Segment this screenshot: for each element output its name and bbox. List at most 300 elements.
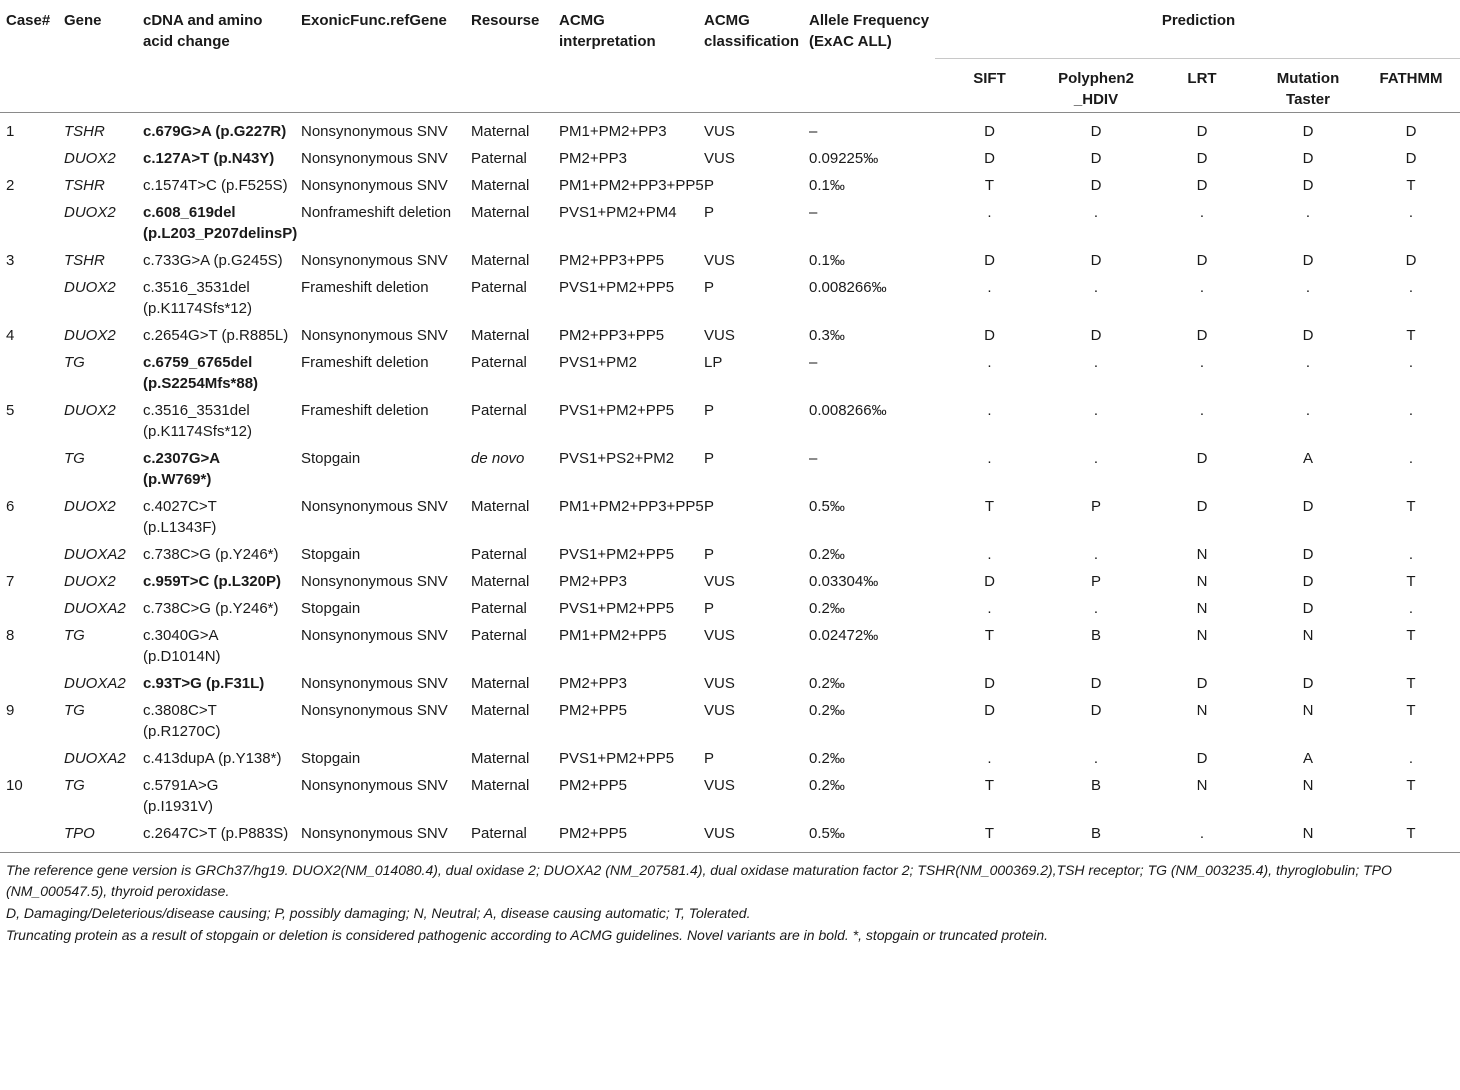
table-row (0, 171, 1460, 198)
table-row (0, 246, 1460, 273)
header-acmg-classification (698, 0, 803, 113)
cell-case (0, 144, 58, 171)
cell-allele-frequency: 0.2‰ (809, 777, 845, 794)
cell-acmg-classification: VUS (698, 819, 803, 853)
cell-fathmm: T (1406, 327, 1416, 344)
cell-case (0, 348, 58, 396)
cell-fathmm: T (1406, 675, 1416, 692)
cell-exonic-func: Stopgain (301, 450, 361, 467)
header-acmg-classification-text: ACMG classification (704, 12, 800, 50)
cell-cdna: c.93T>G (p.F31L) (143, 675, 265, 692)
cell-allele-frequency: 0.008266‰ (809, 402, 887, 419)
cell-acmg-interpretation: PM1+PM2+PP3+PP5 (559, 498, 704, 515)
cell-case: 3 (6, 252, 15, 269)
cell-acmg-classification: P (704, 750, 715, 767)
cell-case (0, 819, 58, 853)
cell-mutation-taster: . (1305, 354, 1311, 371)
cell-sift: D (984, 327, 995, 344)
cell-cdna: c.3040G>A (p.D1014N) (143, 627, 221, 665)
cell-acmg-classification: P (704, 450, 715, 467)
cell-gene: TG (64, 777, 85, 794)
cell-fathmm: D (1405, 150, 1417, 167)
cell-polyphen2: D (1090, 675, 1102, 692)
cell-acmg-interpretation: PM2+PP3+PP5 (559, 252, 665, 269)
cell-cdna: c.679G>A (p.G227R) (137, 113, 295, 145)
cell-allele-frequency: 0.5‰ (809, 498, 845, 515)
cell-sift: T (935, 819, 1042, 853)
cell-polyphen2: D (1090, 177, 1102, 194)
cell-exonic-func: Nonsynonymous SNV (301, 777, 448, 794)
cell-acmg-classification: VUS (704, 777, 735, 794)
cell-sift: T (984, 777, 995, 794)
cell-resource: Maternal (471, 204, 530, 221)
cell-exonic-func: Stopgain (301, 600, 361, 617)
table-footnotes (0, 853, 1460, 946)
cell-case: 6 (6, 498, 15, 515)
cell-resource: de novo (471, 450, 525, 467)
cell-resource: Maternal (465, 113, 553, 145)
header-cdna: cDNA and amino acid change (143, 12, 263, 50)
cell-lrt: . (1199, 402, 1205, 419)
cell-lrt: D (1196, 675, 1208, 692)
cell-exonic-func: Stopgain (301, 750, 361, 767)
cell-sift: D (984, 702, 995, 719)
cell-gene: DUOX2 (64, 573, 116, 590)
cell-lrt: N (1196, 777, 1208, 794)
table-row (0, 113, 1460, 145)
cell-resource: Maternal (471, 702, 530, 719)
cell-mutation-taster: D (1302, 546, 1314, 563)
cell-case (0, 669, 58, 696)
cell-acmg-classification: VUS (704, 252, 735, 269)
cell-resource: Maternal (471, 498, 530, 515)
cell-acmg-interpretation: PVS1+PM2 (559, 354, 637, 371)
cell-case: 7 (6, 573, 15, 590)
cell-polyphen2: . (1093, 354, 1099, 371)
cell-lrt: N (1196, 546, 1208, 563)
cell-acmg-classification: LP (704, 354, 723, 371)
cell-mutation-taster: D (1302, 177, 1314, 194)
footnote-truncating: Truncating protein as a result of stopgain or deletion is considered pathogenic according to ACMG guidelines. Novel variants are in bold. *, stopgain or truncated protein. (6, 927, 1049, 943)
header-polyphen2: Polyphen2 _HDIV (1058, 70, 1134, 108)
cell-acmg-interpretation: PM1+PM2+PP3 (553, 113, 698, 145)
cell-case: 10 (6, 777, 23, 794)
cell-case: 2 (6, 177, 15, 194)
cell-acmg-classification: P (704, 498, 715, 515)
cell-gene: DUOXA2 (64, 546, 126, 563)
cell-gene: TG (64, 627, 85, 644)
table-row (0, 540, 1460, 567)
footnote-abbreviations: D, Damaging/Deleterious/disease causing; P, possibly damaging; N, Neutral; A, disease causing automatic; T, Tolerated. (6, 905, 751, 921)
cell-gene: DUOXA2 (64, 750, 126, 767)
cell-allele-frequency: – (809, 450, 818, 467)
cell-exonic-func: Frameshift deletion (301, 354, 429, 371)
cell-mutation-taster: D (1302, 498, 1314, 515)
cell-acmg-classification: P (704, 546, 715, 563)
cell-allele-frequency: 0.02472‰ (809, 627, 879, 644)
cell-polyphen2: . (1093, 204, 1099, 221)
cell-exonic-func: Nonsynonymous SNV (301, 573, 448, 590)
cell-allele-frequency: 0.3‰ (809, 327, 845, 344)
cell-fathmm: T (1406, 702, 1416, 719)
cell-polyphen2: B (1090, 627, 1101, 644)
cell-sift: D (935, 113, 1042, 145)
cell-sift: . (987, 279, 992, 296)
cell-polyphen2: D (1090, 150, 1102, 167)
cell-allele-frequency: 0.09225‰ (809, 150, 879, 167)
cell-acmg-interpretation: PM2+PP3 (559, 675, 627, 692)
header-prediction: Prediction (935, 0, 1460, 59)
table-row (0, 348, 1460, 396)
table-row (0, 819, 1460, 853)
cell-acmg-interpretation: PVS1+PM2+PP5 (559, 402, 675, 419)
cell-cdna: c.2647C>T (p.P883S) (137, 819, 295, 853)
cell-allele-frequency: 0.2‰ (809, 675, 845, 692)
cell-allele-frequency: – (809, 204, 818, 221)
cell-case (0, 273, 58, 321)
table-row (0, 396, 1460, 444)
cell-cdna: c.738C>G (p.Y246*) (143, 600, 279, 617)
cell-lrt: D (1196, 498, 1208, 515)
header-gene: Gene (64, 12, 102, 29)
cell-acmg-classification: P (704, 402, 715, 419)
table-row (0, 273, 1460, 321)
cell-acmg-classification: P (704, 279, 715, 296)
cell-case: 5 (6, 402, 15, 419)
cell-fathmm: T (1406, 498, 1416, 515)
cell-allele-frequency: 0.5‰ (803, 819, 935, 853)
cell-lrt: D (1196, 150, 1208, 167)
cell-gene: TPO (58, 819, 137, 853)
cell-allele-frequency: 0.008266‰ (809, 279, 887, 296)
header-sift: SIFT (973, 70, 1006, 87)
cell-resource: Maternal (471, 252, 530, 269)
cell-cdna: c.2654G>T (p.R885L) (143, 327, 289, 344)
cell-fathmm: . (1408, 600, 1414, 617)
cell-resource: Maternal (471, 675, 530, 692)
cell-mutation-taster: D (1302, 675, 1314, 692)
cell-cdna: c.959T>C (p.L320P) (143, 573, 281, 590)
cell-polyphen2: . (1093, 450, 1099, 467)
cell-exonic-func: Nonsynonymous SNV (301, 150, 448, 167)
cell-polyphen2: D (1042, 113, 1148, 145)
footnote-reference: The reference gene version is GRCh37/hg19. DUOX2(NM_014080.4), dual oxidase 2; DUOXA2 (NM_207581.4), dual oxidase maturation factor 2; TSHR(NM_000369.2),TSH receptor; TG (NM_003235.4), thyroglobulin; TPO (NM_000547.5), thyroid peroxidase. (6, 862, 1392, 899)
cell-lrt: D (1196, 252, 1208, 269)
cell-fathmm: T (1406, 627, 1416, 644)
cell-fathmm: . (1408, 204, 1414, 221)
cell-exonic-func: Nonsynonymous SNV (301, 702, 448, 719)
cell-sift: . (987, 450, 992, 467)
cell-mutation-taster: D (1302, 573, 1314, 590)
cell-polyphen2: D (1090, 702, 1102, 719)
header-mutation-taster: Mutation Taster (1276, 70, 1340, 108)
cell-sift: . (987, 354, 992, 371)
cell-polyphen2: D (1090, 327, 1102, 344)
cell-acmg-interpretation: PM2+PP5 (559, 702, 627, 719)
cell-case (0, 744, 58, 771)
cell-case: 9 (6, 702, 15, 719)
cell-polyphen2: . (1093, 546, 1099, 563)
cell-polyphen2: B (1042, 819, 1148, 853)
cell-polyphen2: P (1090, 498, 1101, 515)
cell-sift: . (987, 546, 992, 563)
cell-sift: . (987, 402, 992, 419)
cell-case: 1 (0, 113, 58, 145)
cell-fathmm: . (1408, 546, 1414, 563)
cell-mutation-taster: A (1302, 750, 1313, 767)
cell-resource: Maternal (471, 177, 530, 194)
cell-resource: Maternal (471, 777, 530, 794)
cell-polyphen2: . (1093, 402, 1099, 419)
cell-exonic-func: Nonsynonymous SNV (301, 327, 448, 344)
cell-acmg-classification: VUS (704, 627, 735, 644)
cell-acmg-interpretation: PM1+PM2+PP5 (559, 627, 667, 644)
cell-cdna: c.3516_3531del (p.K1174Sfs*12) (143, 279, 252, 317)
cell-exonic-func: Nonsynonymous SNV (295, 819, 465, 853)
cell-acmg-classification: VUS (698, 113, 803, 145)
cell-mutation-taster: N (1302, 627, 1314, 644)
cell-cdna: c.733G>A (p.G245S) (143, 252, 283, 269)
cell-lrt: . (1199, 279, 1205, 296)
table-row (0, 198, 1460, 246)
cell-sift: T (984, 627, 995, 644)
cell-gene: DUOX2 (64, 402, 116, 419)
cell-gene: DUOXA2 (64, 675, 126, 692)
cell-mutation-taster: D (1254, 113, 1360, 145)
cell-acmg-interpretation: PVS1+PM2+PP5 (559, 279, 675, 296)
cell-resource: Paternal (465, 819, 553, 853)
cell-case (0, 444, 58, 492)
cell-lrt: D (1196, 327, 1208, 344)
table-row (0, 669, 1460, 696)
cell-sift: . (987, 750, 992, 767)
cell-acmg-interpretation: PM1+PM2+PP3+PP5 (559, 177, 704, 194)
cell-gene: TG (64, 450, 85, 467)
cell-gene: TSHR (58, 113, 137, 145)
cell-sift: . (987, 204, 992, 221)
cell-acmg-interpretation: PVS1+PM2+PP5 (559, 546, 675, 563)
cell-mutation-taster: N (1254, 819, 1360, 853)
cell-fathmm: T (1406, 573, 1416, 590)
cell-exonic-func: Nonframeshift deletion (301, 204, 452, 221)
cell-cdna: c.738C>G (p.Y246*) (143, 546, 279, 563)
cell-allele-frequency: 0.1‰ (809, 177, 845, 194)
cell-fathmm: T (1406, 177, 1416, 194)
cell-cdna: c.127A>T (p.N43Y) (143, 150, 275, 167)
cell-lrt: D (1148, 113, 1254, 145)
cell-sift: D (984, 573, 995, 590)
cell-case (0, 594, 58, 621)
cell-acmg-classification: VUS (704, 573, 735, 590)
cell-resource: Maternal (471, 573, 530, 590)
cell-gene: DUOX2 (64, 204, 116, 221)
table-row (0, 744, 1460, 771)
cell-sift: T (984, 177, 995, 194)
cell-resource: Maternal (471, 750, 530, 767)
cell-case (0, 198, 58, 246)
cell-case: 4 (6, 327, 15, 344)
cell-sift: D (984, 252, 995, 269)
cell-resource: Paternal (471, 546, 527, 563)
cell-fathmm: . (1408, 279, 1414, 296)
cell-cdna: c.3808C>T (p.R1270C) (143, 702, 221, 740)
cell-gene: DUOXA2 (64, 600, 126, 617)
cell-allele-frequency: 0.2‰ (809, 546, 845, 563)
cell-gene: TSHR (64, 252, 105, 269)
cell-allele-frequency: 0.1‰ (809, 252, 845, 269)
cell-mutation-taster: . (1305, 402, 1311, 419)
cell-cdna: c.4027C>T (p.L1343F) (143, 498, 217, 536)
cell-resource: Paternal (471, 600, 527, 617)
cell-exonic-func: Nonsynonymous SNV (301, 627, 448, 644)
cell-mutation-taster: N (1302, 777, 1314, 794)
cell-lrt: N (1196, 702, 1208, 719)
header-allele-frequency: Allele Frequency (ExAC ALL) (809, 12, 930, 50)
cell-mutation-taster: D (1302, 327, 1314, 344)
cell-exonic-func: Nonsynonymous SNV (301, 498, 448, 515)
cell-fathmm: . (1408, 354, 1414, 371)
cell-cdna: c.608_619del (p.L203_P207delinsP) (143, 204, 298, 242)
cell-allele-frequency: – (803, 113, 935, 145)
table-row (0, 696, 1460, 744)
cell-acmg-interpretation: PM2+PP5 (559, 777, 627, 794)
cell-acmg-interpretation: PVS1+PM2+PP5 (559, 750, 675, 767)
cell-mutation-taster: D (1302, 150, 1314, 167)
cell-acmg-interpretation: PM2+PP3 (559, 573, 627, 590)
header-fathmm: FATHMM (1379, 70, 1443, 87)
cell-cdna: c.2307G>A (p.W769*) (143, 450, 220, 488)
cell-sift: . (987, 600, 992, 617)
cell-acmg-interpretation: PVS1+PM2+PM4 (559, 204, 677, 221)
header-case: Case# (6, 12, 51, 29)
cell-gene: TG (64, 702, 85, 719)
cell-acmg-interpretation: PVS1+PS2+PM2 (559, 450, 675, 467)
cell-mutation-taster: . (1305, 279, 1311, 296)
cell-allele-frequency: – (809, 354, 818, 371)
cell-exonic-func: Nonsynonymous SNV (301, 675, 448, 692)
cell-acmg-classification: VUS (704, 150, 735, 167)
cell-fathmm: D (1360, 113, 1460, 145)
table-row (0, 492, 1460, 540)
header-exonic-func: ExonicFunc.refGene (301, 12, 447, 29)
cell-fathmm: . (1408, 750, 1414, 767)
cell-fathmm: D (1405, 252, 1417, 269)
cell-case (0, 540, 58, 567)
cell-gene: TG (64, 354, 85, 371)
header-acmg-interpretation: ACMG interpretation (559, 12, 656, 50)
cell-cdna: c.413dupA (p.Y138*) (143, 750, 282, 767)
cell-sift: D (984, 675, 995, 692)
table-row (0, 567, 1460, 594)
cell-lrt: D (1196, 177, 1208, 194)
cell-exonic-func: Nonsynonymous SNV (301, 177, 448, 194)
table-row (0, 771, 1460, 819)
cell-fathmm: . (1408, 450, 1414, 467)
cell-gene: DUOX2 (64, 150, 116, 167)
table-row (0, 594, 1460, 621)
cell-acmg-classification: VUS (704, 702, 735, 719)
cell-polyphen2: D (1090, 252, 1102, 269)
cell-resource: Maternal (471, 327, 530, 344)
cell-acmg-classification: VUS (704, 327, 735, 344)
cell-cdna: c.3516_3531del (p.K1174Sfs*12) (143, 402, 252, 440)
cell-mutation-taster: D (1302, 600, 1314, 617)
table-body (0, 113, 1460, 853)
cell-acmg-interpretation: PM2+PP3+PP5 (559, 327, 665, 344)
cell-lrt: N (1196, 600, 1208, 617)
cell-sift: T (984, 498, 995, 515)
cell-gene: DUOX2 (64, 327, 116, 344)
cell-fathmm: T (1406, 777, 1416, 794)
cell-exonic-func: Frameshift deletion (301, 279, 429, 296)
cell-cdna: c.6759_6765del (p.S2254Mfs*88) (143, 354, 259, 392)
cell-acmg-classification: P (704, 600, 715, 617)
cell-cdna: c.1574T>C (p.F525S) (143, 177, 288, 194)
cell-lrt: N (1196, 627, 1208, 644)
cell-acmg-interpretation: PM2+PP3 (559, 150, 627, 167)
cell-allele-frequency: 0.2‰ (809, 750, 845, 767)
cell-polyphen2: P (1090, 573, 1101, 590)
cell-polyphen2: . (1093, 600, 1099, 617)
cell-gene: DUOX2 (64, 498, 116, 515)
cell-resource: Paternal (471, 279, 527, 296)
cell-acmg-classification: P (704, 177, 715, 194)
cell-lrt: D (1196, 750, 1208, 767)
cell-allele-frequency: 0.2‰ (809, 600, 845, 617)
cell-resource: Paternal (471, 627, 527, 644)
cell-resource: Paternal (471, 150, 527, 167)
table-row (0, 144, 1460, 171)
cell-resource: Paternal (471, 402, 527, 419)
cell-acmg-classification: VUS (704, 675, 735, 692)
cell-resource: Paternal (471, 354, 527, 371)
cell-cdna: c.5791A>G (p.I1931V) (143, 777, 219, 815)
cell-exonic-func: Nonsynonymous SNV (295, 113, 465, 145)
cell-lrt: N (1196, 573, 1208, 590)
table-row (0, 321, 1460, 348)
cell-acmg-interpretation: PM2+PP5 (553, 819, 698, 853)
cell-allele-frequency: 0.2‰ (809, 702, 845, 719)
cell-acmg-classification: P (704, 204, 715, 221)
cell-polyphen2: B (1090, 777, 1101, 794)
cell-fathmm: T (1360, 819, 1460, 853)
cell-exonic-func: Nonsynonymous SNV (301, 252, 448, 269)
cell-polyphen2: . (1093, 279, 1099, 296)
cell-gene: TSHR (64, 177, 105, 194)
header-lrt: LRT (1187, 70, 1217, 87)
cell-acmg-interpretation: PVS1+PM2+PP5 (559, 600, 675, 617)
cell-case: 8 (6, 627, 15, 644)
cell-exonic-func: Stopgain (301, 546, 361, 563)
cell-fathmm: . (1408, 402, 1414, 419)
cell-lrt: D (1196, 450, 1208, 467)
cell-lrt: . (1148, 819, 1254, 853)
cell-exonic-func: Frameshift deletion (301, 402, 429, 419)
cell-mutation-taster: . (1305, 204, 1311, 221)
cell-gene: DUOX2 (64, 279, 116, 296)
cell-mutation-taster: A (1302, 450, 1313, 467)
cell-allele-frequency: 0.03304‰ (809, 573, 879, 590)
cell-lrt: . (1199, 354, 1205, 371)
cell-sift: D (984, 150, 995, 167)
table-row (0, 444, 1460, 492)
cell-mutation-taster: N (1302, 702, 1314, 719)
cell-mutation-taster: D (1302, 252, 1314, 269)
cell-polyphen2: . (1093, 750, 1099, 767)
cell-lrt: . (1199, 204, 1205, 221)
header-resource: Resourse (471, 12, 540, 29)
table-row (0, 621, 1460, 669)
